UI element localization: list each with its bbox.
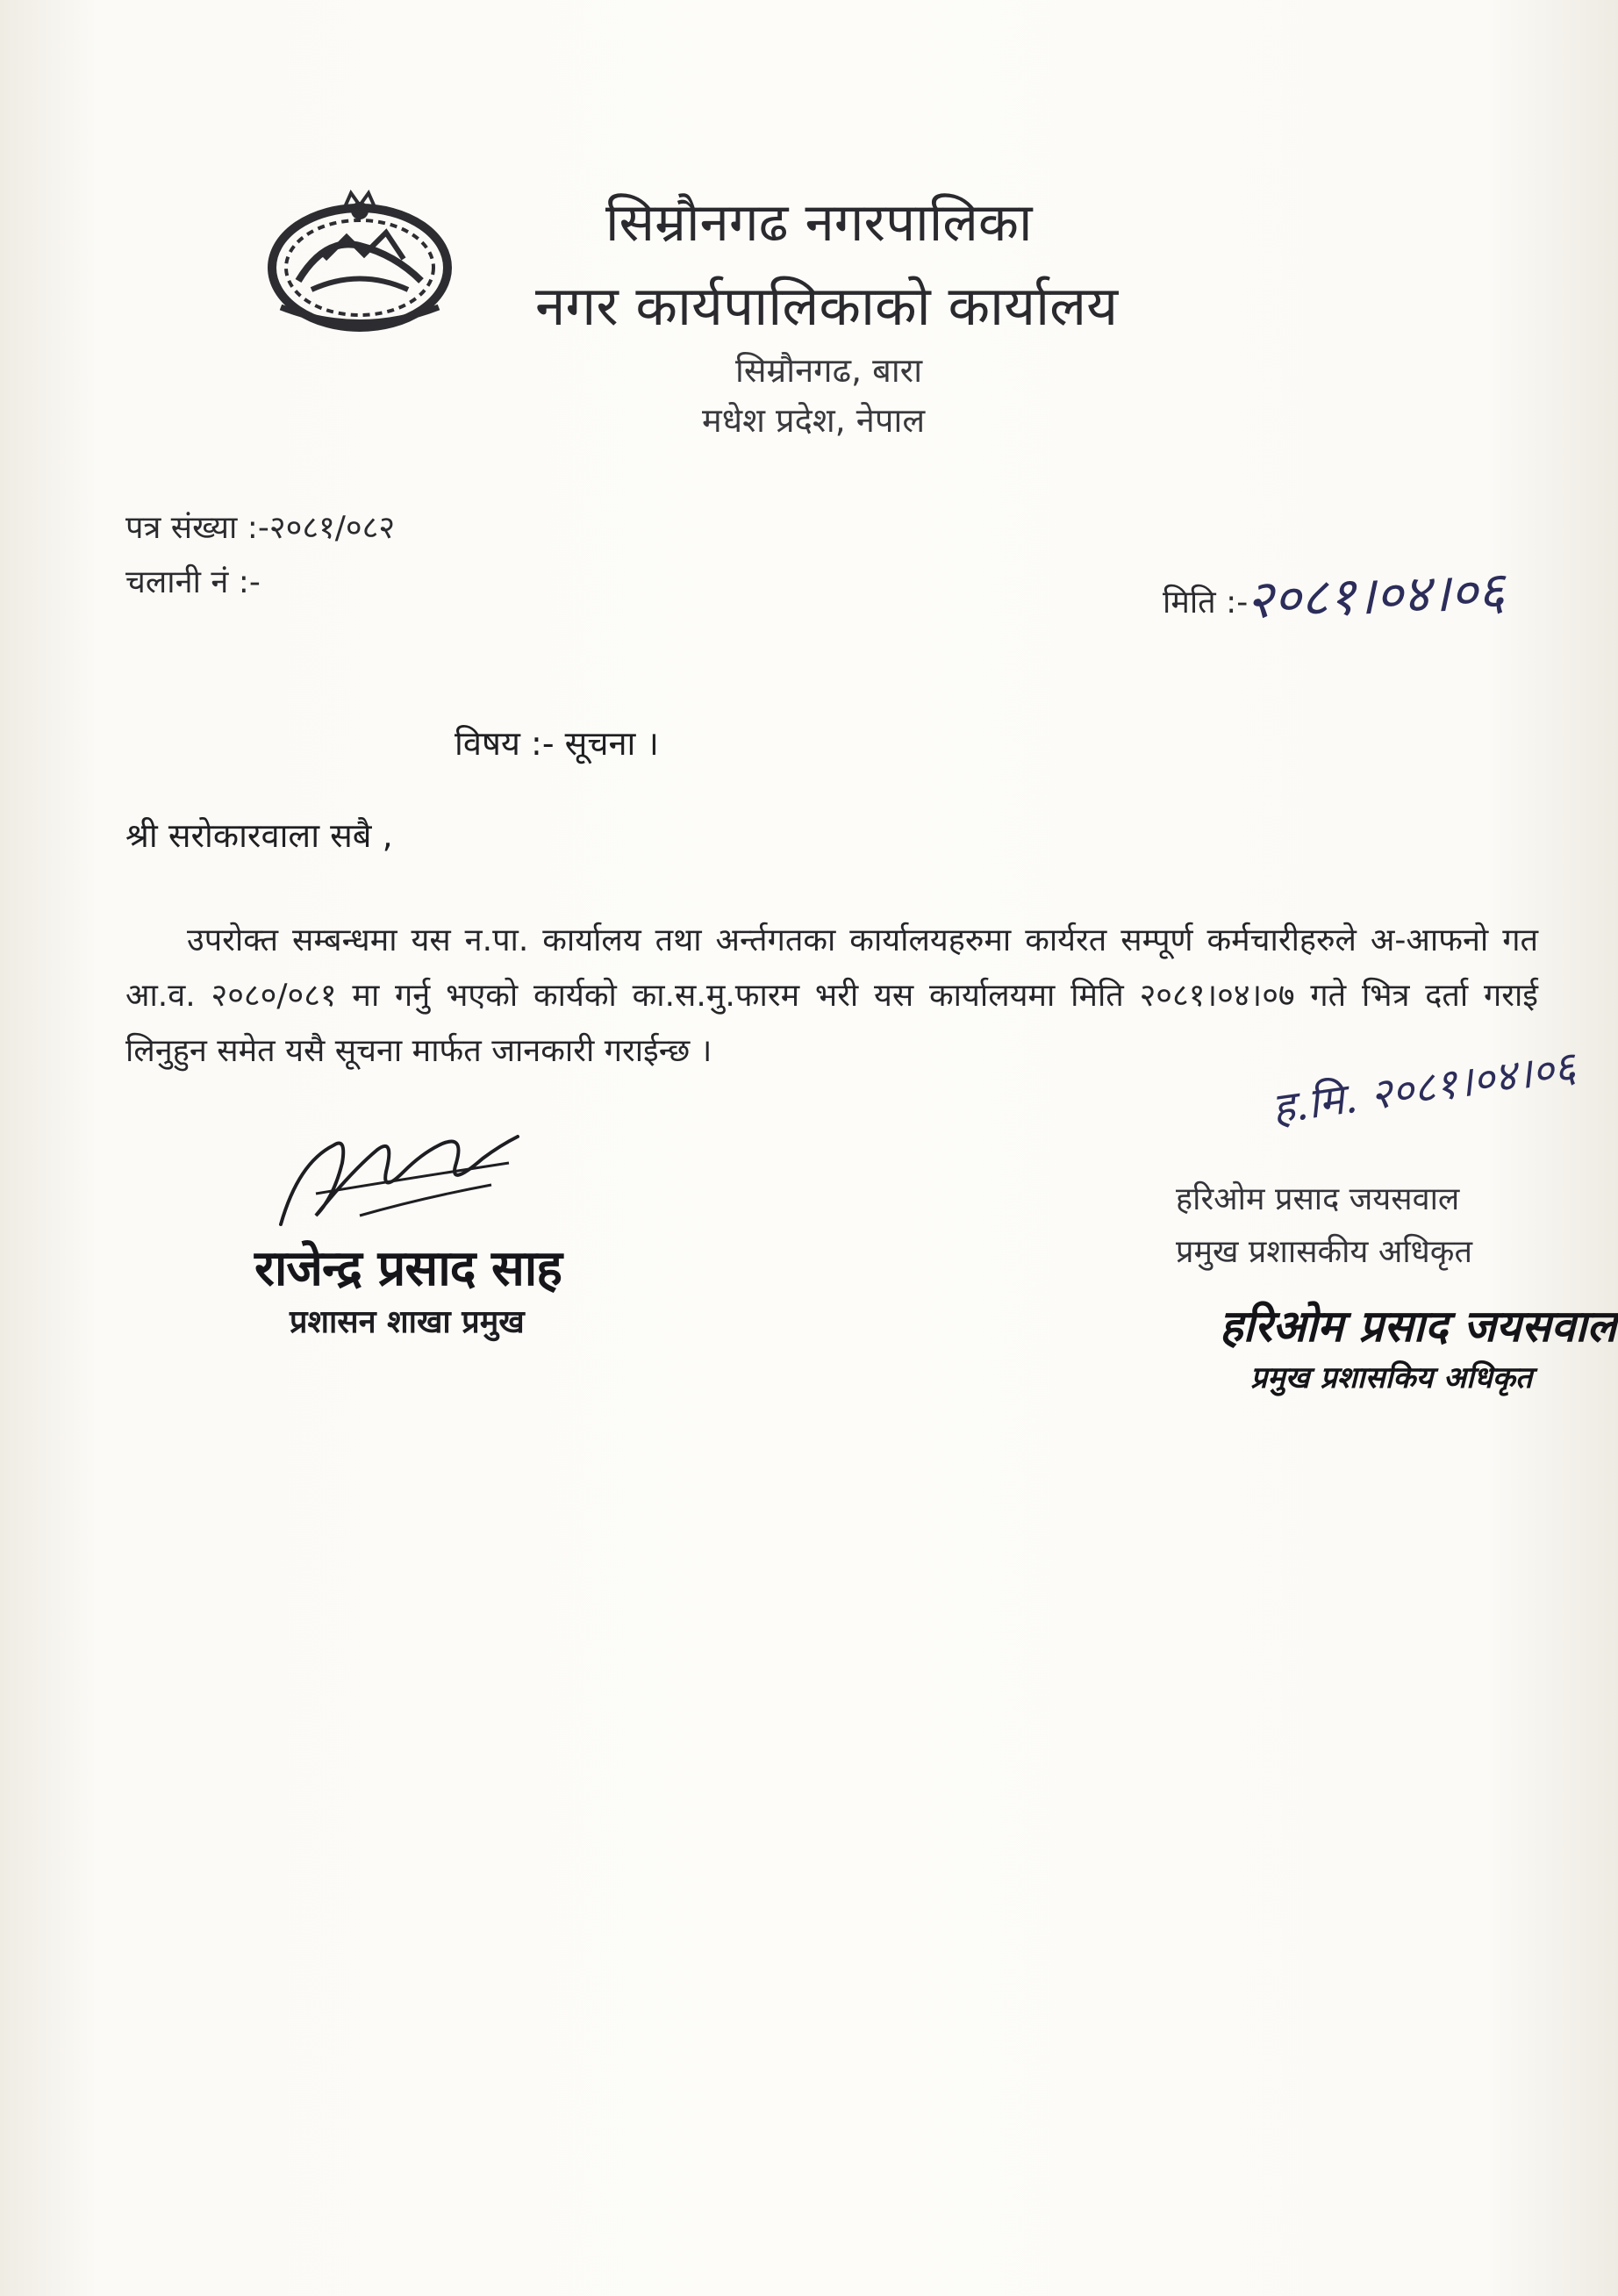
- office-name: नगर कार्यपालिकाको कार्यालय: [535, 274, 1119, 338]
- subject-line: विषय :- सूचना ।: [455, 724, 659, 763]
- stamp-name: हरिओम प्रसाद जयसवाल: [1220, 1301, 1617, 1352]
- letter-number: पत्र संख्या :-२०८१/०८२: [125, 510, 396, 546]
- handwritten-date: २०८१।०४।०६: [1244, 560, 1507, 631]
- nepal-emblem-icon: [263, 184, 456, 334]
- signature-scribble-icon: [263, 1110, 526, 1242]
- right-signatory-typed-name: हरिओम प्रसाद जयसवाल: [1176, 1181, 1460, 1217]
- date-label: मिति :-: [1163, 585, 1249, 621]
- left-signatory-name: राजेन्द्र प्रसाद साह: [254, 1240, 562, 1297]
- handwritten-note: ह.मि. २०८१।०४।०६: [1269, 1042, 1579, 1134]
- org-name: सिम्रौनगढ नगरपालिका: [605, 192, 1033, 254]
- body-paragraph: उपरोक्त सम्बन्धमा यस न.पा. कार्यालय तथा अर्न्तगतका कार्यालयहरुमा कार्यरत सम्पूर्ण कर्मचारीहरुले अ-आफनो गत आ.व. २०८०/०८१ मा गर्नु भएको कार्यको का.स.मु.फारम भरी यस कार्यालयमा मिति २०८१।०४।०७ गते भित्र दर्ता गराई लिनुहुन समेत यसै सूचना मार्फत जानकारी गराईन्छ ।: [125, 922, 1538, 1069]
- address-line-1: सिम्रौनगढ, बारा: [735, 351, 923, 390]
- stamp-title: प्रमुख प्रशासकिय अधिकृत: [1250, 1360, 1533, 1396]
- salutation: श्री सरोकारवाला सबै ,: [125, 816, 393, 855]
- left-signatory-title: प्रशासन शाखा प्रमुख: [290, 1304, 525, 1340]
- dispatch-number: चलानी नं :-: [125, 564, 261, 600]
- address-line-2: मधेश प्रदेश, नेपाल: [702, 401, 926, 440]
- right-signatory-typed-title: प्रमुख प्रशासकीय अधिकृत: [1176, 1234, 1472, 1270]
